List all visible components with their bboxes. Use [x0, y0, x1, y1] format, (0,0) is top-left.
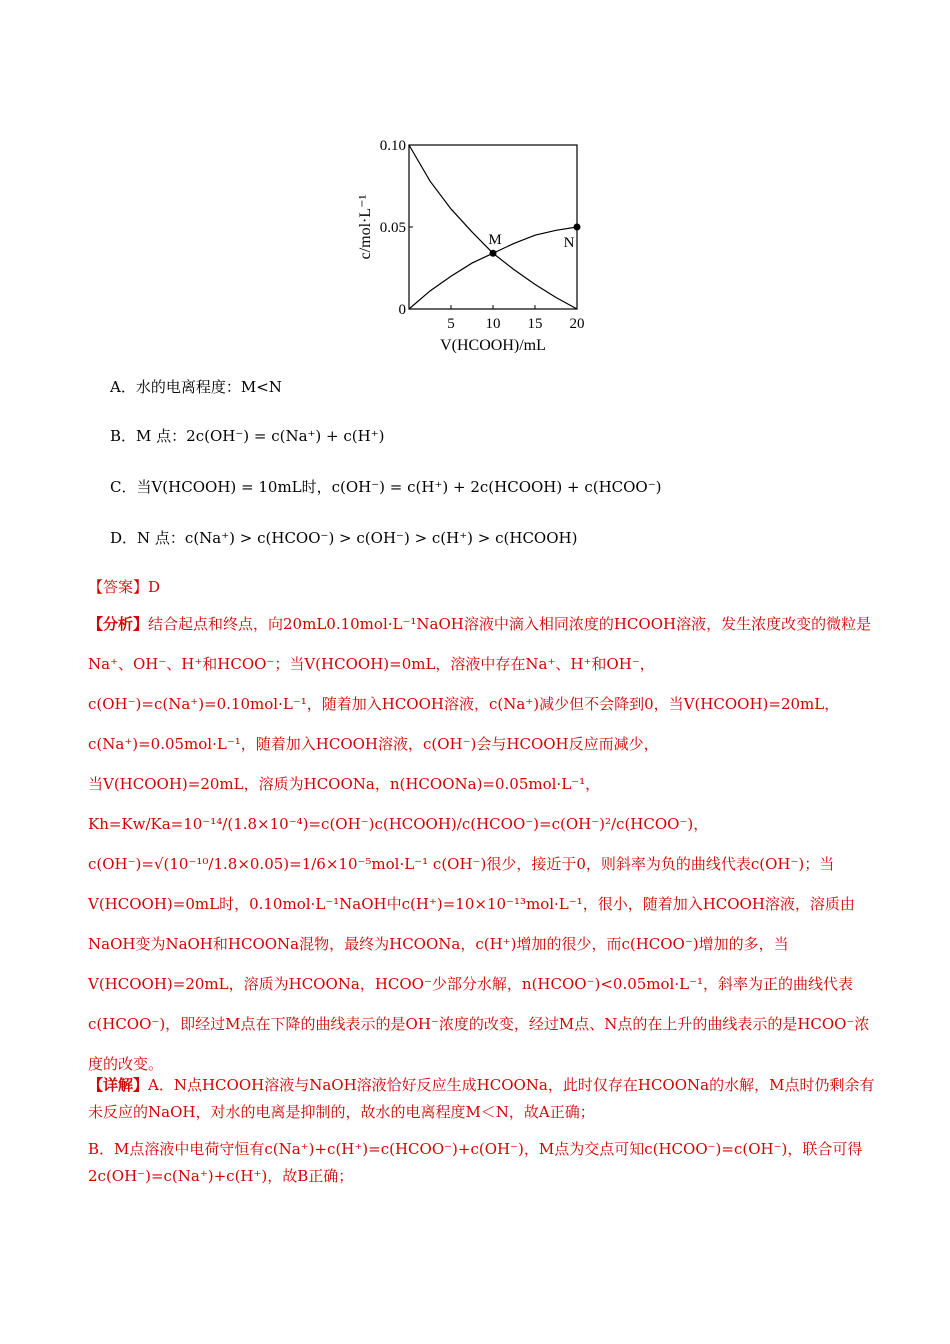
- oh-curve: [409, 145, 577, 309]
- analysis-text-2: 当V(HCOOH)=20mL，溶质为HCOONa，n(HCOONa)=0.05mol·L⁻¹，Kh=Kw/Ka=10⁻¹⁴/(1.8×10⁻⁴)=c(OH⁻)c(HCOOH)/c(HCOO⁻)=c(OH⁻)²/c(HCOO⁻)，c(OH⁻)=√(10⁻¹⁰/1.8×0.05)=1/6×10⁻⁵mol·L⁻¹ c(OH⁻)很少，接近于0，则斜率为负的曲线代表c(OH⁻)；当V(HCOOH)=0mL时，0.10mol·L⁻¹NaOH中c(H⁺)=10×10⁻¹³mol·L⁻¹，很小，随着加入HCOOH溶液，溶质由NaOH变为NaOH和HCOONa混物，最终为HCOONa，c(H⁺)增加的很少，而c(HCOO⁻)增加的多，当V(HCOOH)=20mL，溶质为HCOONa，HCOO⁻少部分水解，n(HCOO⁻)<0.05mol·L⁻¹，斜率为正的曲线代表c(HCOO⁻)，即经过M点在下降的曲线表示的是OH⁻浓度的改变，经过M点、N点的在上升的曲线表示的是HCOO⁻浓度的改变。: [88, 775, 870, 1073]
- option-d: D．N 点：c(Na⁺) > c(HCOO⁻) > c(OH⁻) > c(H⁺) > c(HCOOH): [110, 529, 578, 547]
- point-label: M: [488, 232, 502, 249]
- y-axis-label: c/mol·L⁻¹: [357, 194, 374, 260]
- option-c: C．当V(HCOOH) = 10mL时，c(OH⁻) = c(H⁺) + 2c(HCOOH) + c(HCOO⁻): [110, 478, 662, 496]
- concentration-chart: [340, 128, 610, 353]
- x-tick-label: 5: [447, 316, 455, 332]
- y-tick-label: 0.10: [379, 138, 406, 154]
- analysis-label: 【分析】: [88, 615, 149, 633]
- detail-section: [88, 1072, 878, 1190]
- x-tick-label: 10: [485, 316, 501, 332]
- detail-text-1: A．N点HCOOH溶液与NaOH溶液恰好反应生成HCOONa，此时仅存在HCOONa的水解，M点时仍剩余有未反应的NaOH，对水的电离是抑制的，故水的电离程度M＜N，故A正确；: [88, 1076, 875, 1121]
- y-tick-label: 0: [398, 302, 406, 318]
- detail-label: 【详解】: [88, 1076, 149, 1094]
- analysis-text-1: 结合起点和终点，向20mL0.10mol·L⁻¹NaOH溶液中滴入相同浓度的HCOOH溶液，发生浓度改变的微粒是Na⁺、OH⁻、H⁺和HCOO⁻；当V(HCOOH)=0mL，溶液中存在Na⁺、H⁺和OH⁻，c(OH⁻)=c(Na⁺)=0.10mol·L⁻¹，随着加入HCOOH溶液，c(Na⁺)减少但不会降到0，当V(HCOOH)=20mL，c(Na⁺)=0.05mol·L⁻¹，随着加入HCOOH溶液，c(OH⁻)会与HCOOH反应而减少，: [88, 615, 872, 753]
- answer: 【答案】D: [88, 578, 161, 596]
- x-tick-label: 15: [527, 316, 543, 332]
- x-tick-label: 20: [569, 316, 585, 332]
- option-a: A．水的电离程度：M<N: [110, 378, 282, 396]
- point-n: [574, 224, 581, 231]
- x-axis-label: V(HCOOH)/mL: [440, 337, 546, 353]
- point-m: [490, 250, 497, 257]
- option-b: B．M 点：2c(OH⁻) = c(Na⁺) + c(H⁺): [110, 427, 385, 445]
- plot-frame: [409, 145, 577, 309]
- y-tick-label: 0.05: [379, 220, 406, 236]
- analysis-section: [88, 604, 878, 1074]
- point-label: N: [563, 235, 575, 251]
- detail-text-2: B．M点溶液中电荷守恒有c(Na⁺)+c(H⁺)=c(HCOO⁻)+c(OH⁻)，M点为交点可知c(HCOO⁻)=c(OH⁻)，联合可得2c(OH⁻)=c(Na⁺)+c(H⁺)，故B正确；: [88, 1140, 863, 1185]
